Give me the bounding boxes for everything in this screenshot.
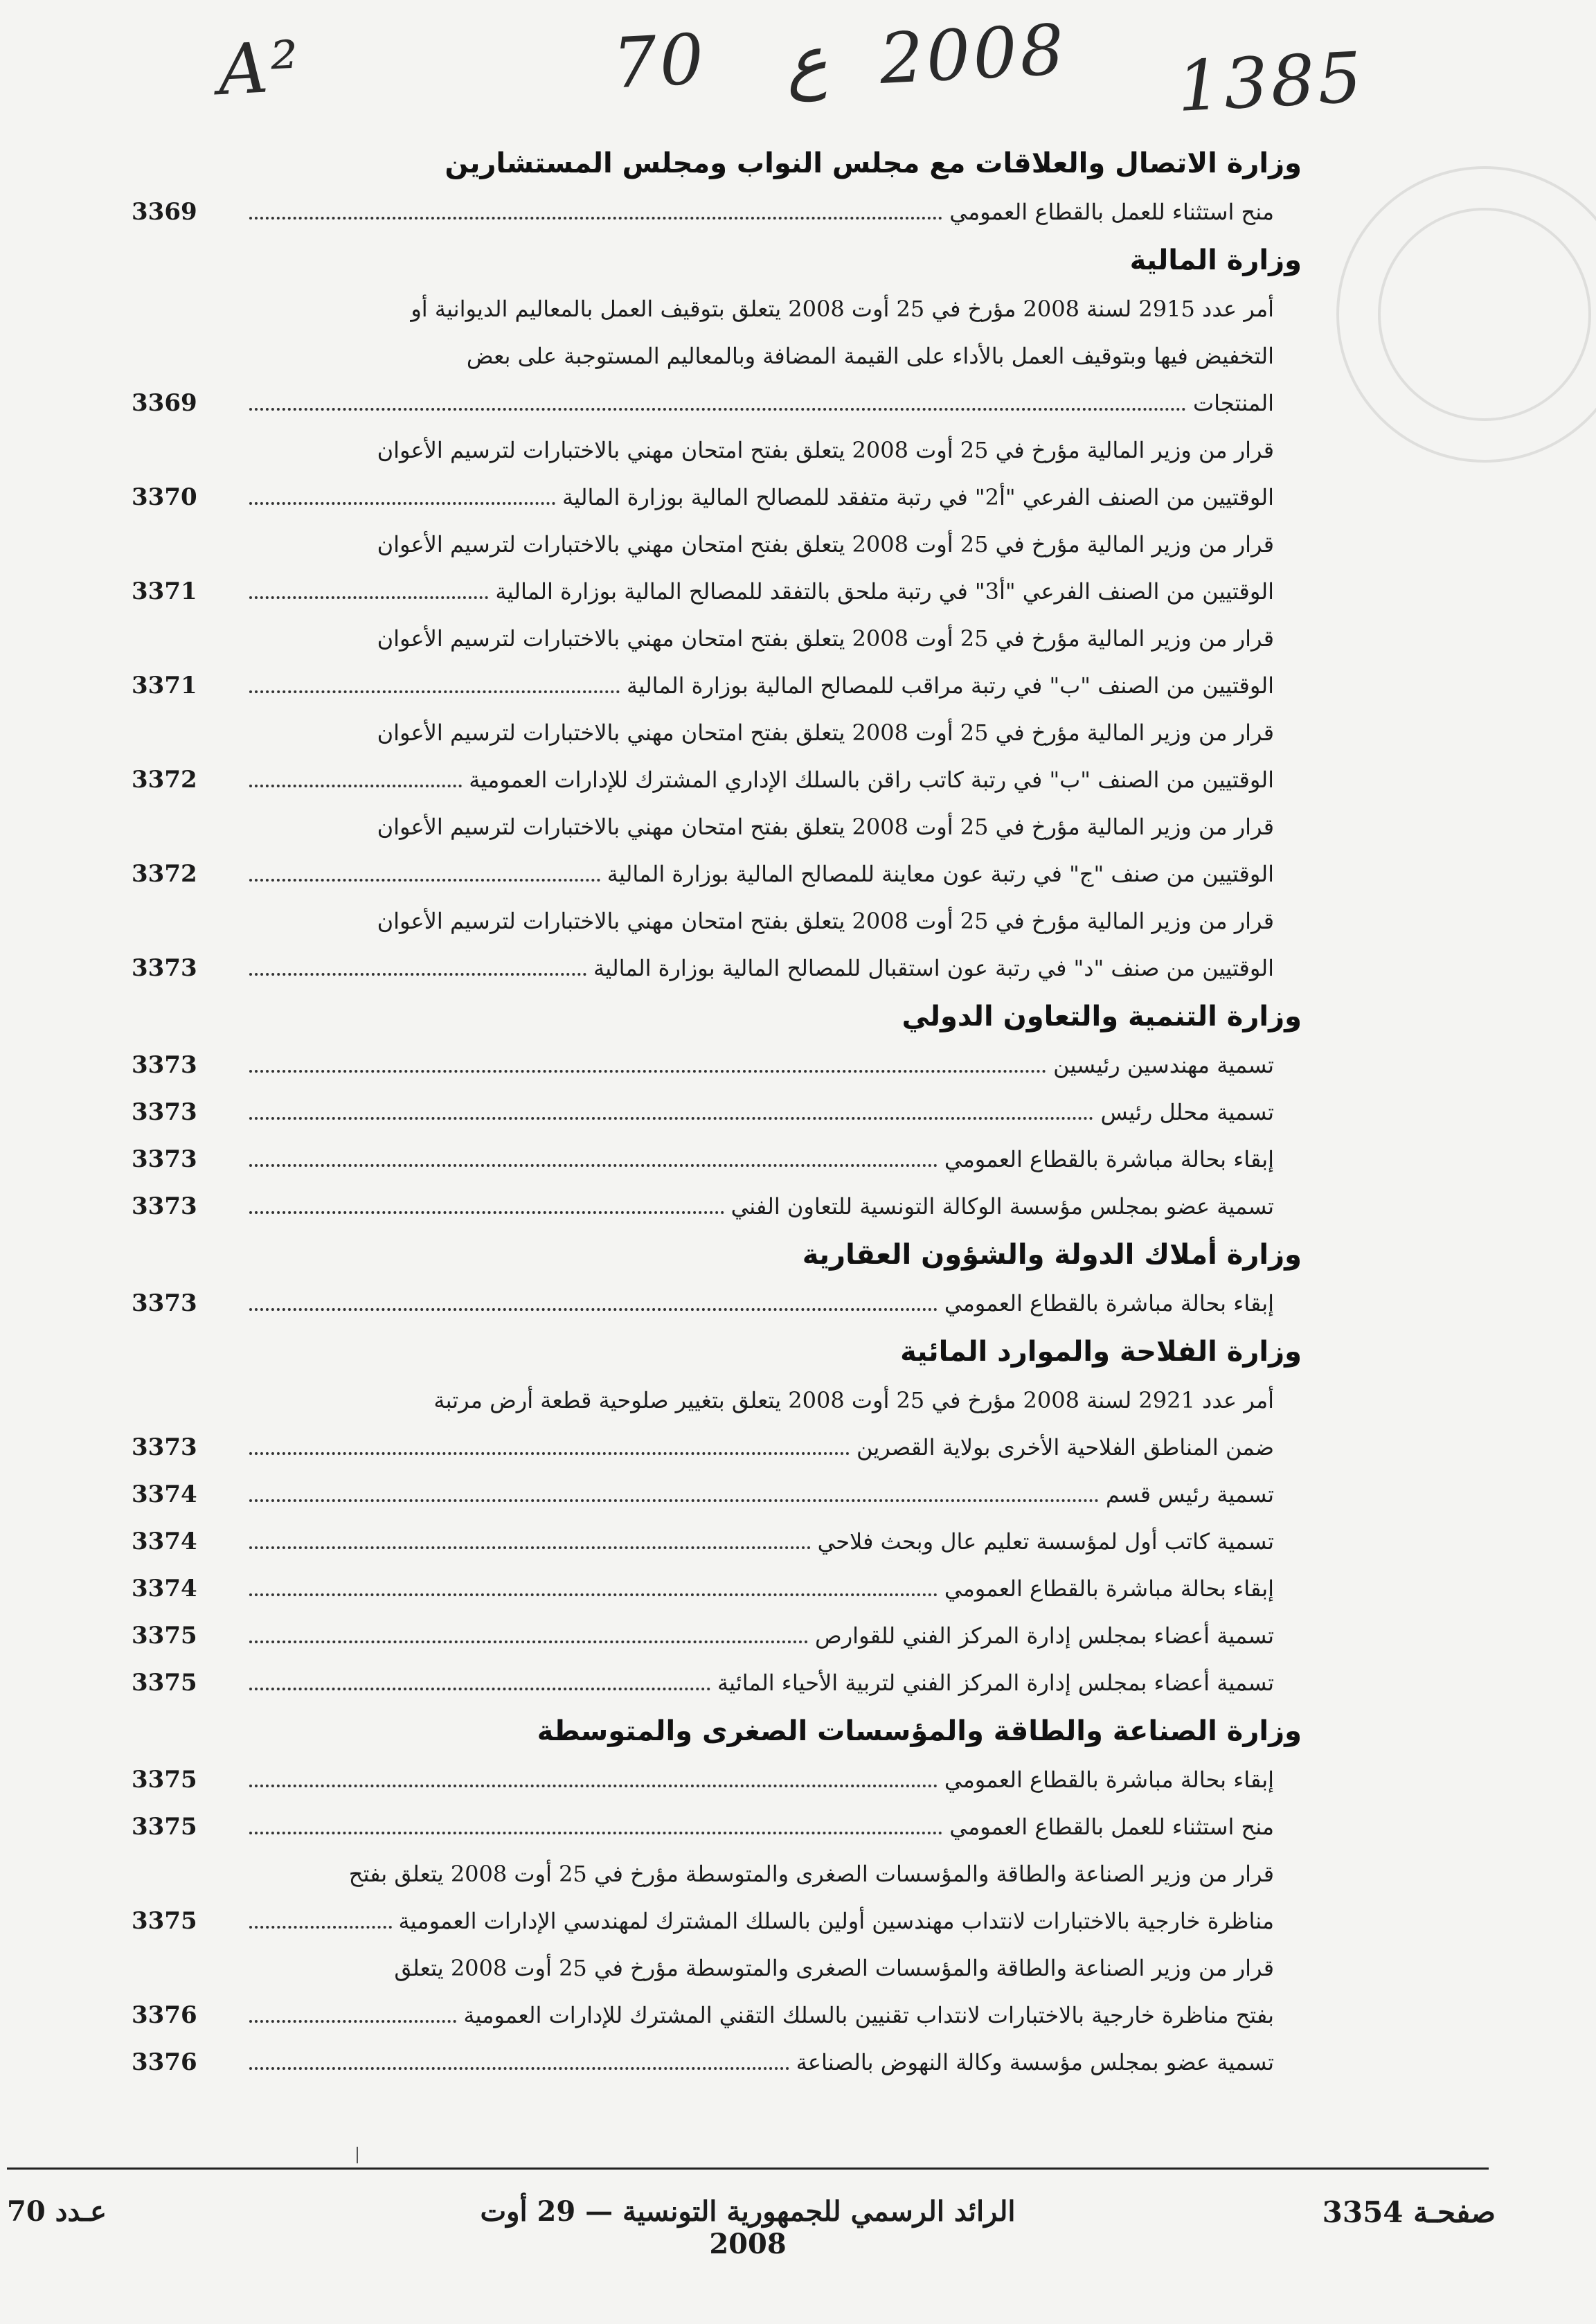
entry-page-number: 3372 xyxy=(132,766,197,794)
entry-page-number: 3375 xyxy=(132,1907,197,1935)
ministry-section xyxy=(132,235,1302,992)
entry-page-number: 3376 xyxy=(132,2001,197,2029)
entry-page-number: 3373 xyxy=(132,1051,197,1079)
dot-leader xyxy=(249,879,600,882)
ministry-section xyxy=(132,138,1302,235)
entry-text: منح استثناء للعمل بالقطاع العمومي xyxy=(949,1814,1274,1840)
dot-leader xyxy=(249,1785,938,1787)
dot-leader xyxy=(249,1211,724,1214)
toc-entry[interactable] xyxy=(132,285,1302,427)
entry-text: قرار من وزير المالية مؤرخ في 25 أوت 2008 يتعلق بفتح امتحان مهني بالاختبارات لترسيم الأعوان xyxy=(377,814,1274,840)
toc-entry[interactable] xyxy=(132,2039,1302,2086)
toc-entry[interactable] xyxy=(132,521,1302,615)
entry-page-number: 3375 xyxy=(132,1669,197,1697)
entry-text: قرار من وزير المالية مؤرخ في 25 أوت 2008 يتعلق بفتح امتحان مهني بالاختبارات لترسيم الأعوان xyxy=(377,908,1274,934)
entry-text: الوقتيين من الصنف الفرعي "أ3" في رتبة ملحق بالتفقد للمصالح المالية بوزارة المالية xyxy=(495,578,1274,605)
toc-entry[interactable] xyxy=(132,709,1302,803)
toc-entry[interactable] xyxy=(132,615,1302,709)
dot-leader xyxy=(249,690,620,693)
toc-entry[interactable] xyxy=(132,1612,1302,1659)
divider-tick xyxy=(357,2147,358,2163)
entry-text: قرار من وزير الصناعة والطاقة والمؤسسات الصغرى والمتوسطة مؤرخ في 25 أوت 2008 يتعلق xyxy=(394,1955,1274,1981)
entry-text: قرار من وزير المالية مؤرخ في 25 أوت 2008 يتعلق بفتح امتحان مهني بالاختبارات لترسيم الأعوان xyxy=(377,719,1274,746)
dot-leader xyxy=(249,596,488,599)
faded-stamp xyxy=(1378,208,1591,421)
toc-entry[interactable] xyxy=(132,1183,1302,1230)
toc-entry[interactable] xyxy=(132,1136,1302,1183)
entry-page-number: 3374 xyxy=(132,1575,197,1602)
ministry-heading: وزارة الاتصال والعلاقات مع مجلس النواب ومجلس المستشارين xyxy=(445,148,1302,179)
entry-text: قرار من وزير الصناعة والطاقة والمؤسسات الصغرى والمتوسطة مؤرخ في 25 أوت 2008 يتعلق بفتح xyxy=(348,1861,1274,1887)
entry-page-number: 3369 xyxy=(132,389,197,417)
toc-entry[interactable] xyxy=(132,1518,1302,1565)
dot-leader xyxy=(249,2020,456,2023)
ministry-heading: وزارة التنمية والتعاون الدولي xyxy=(902,1001,1302,1033)
handwritten-note: 1385 xyxy=(1175,37,1367,127)
dot-leader xyxy=(249,1593,938,1596)
toc-entry[interactable] xyxy=(132,1659,1302,1706)
journal-title: الرائد الرسمي للجمهورية التونسية — 29 أوت 2008 xyxy=(480,2195,1016,2260)
ministry-heading: وزارة المالية xyxy=(1129,244,1302,276)
dot-leader xyxy=(249,1832,942,1834)
entry-page-number: 3373 xyxy=(132,1145,197,1173)
entry-page-number: 3372 xyxy=(132,860,197,888)
page-number: صفحـة 3354 xyxy=(1322,2195,1496,2229)
entry-text: قرار من وزير المالية مؤرخ في 25 أوت 2008 يتعلق بفتح امتحان مهني بالاختبارات لترسيم الأعوان xyxy=(377,531,1274,557)
entry-page-number: 3373 xyxy=(132,1433,197,1461)
entry-page-number: 3373 xyxy=(132,1289,197,1317)
toc-entry[interactable] xyxy=(132,1803,1302,1850)
toc-entry[interactable] xyxy=(132,1471,1302,1518)
entry-text: الوقتيين من صنف "د" في رتبة عون استقبال للمصالح المالية بوزارة المالية xyxy=(593,955,1274,981)
entry-text: تسمية عضو بمجلس مؤسسة الوكالة التونسية للتعاون الفني xyxy=(730,1193,1274,1219)
toc-entry[interactable] xyxy=(132,1565,1302,1612)
ministry-section xyxy=(132,1230,1302,1327)
entry-text: تسمية رئيس قسم xyxy=(1105,1481,1274,1508)
entry-text: تسمية مهندسين رئيسين xyxy=(1053,1052,1274,1078)
entry-text: قرار من وزير المالية مؤرخ في 25 أوت 2008 يتعلق بفتح امتحان مهني بالاختبارات لترسيم الأعوان xyxy=(377,625,1274,652)
toc-entry[interactable] xyxy=(132,803,1302,897)
toc-entry[interactable] xyxy=(132,1089,1302,1136)
table-of-contents xyxy=(132,138,1302,2086)
entry-page-number: 3370 xyxy=(132,483,197,511)
dot-leader xyxy=(249,1070,1046,1073)
dot-leader xyxy=(249,1499,1099,1502)
ministry-section xyxy=(132,1706,1302,2086)
issue-number: عـدد 70 xyxy=(7,2195,107,2228)
page-footer xyxy=(0,2167,1596,2260)
entry-text: مناظرة خارجية بالاختبارات لانتداب مهندسين أولين بالسلك المشترك لمهندسي الإدارات العمومية xyxy=(398,1908,1274,1934)
handwritten-note: 70 xyxy=(611,18,709,105)
entry-page-number: 3376 xyxy=(132,2048,197,2076)
dot-leader xyxy=(249,1641,808,1643)
entry-text: إبقاء بحالة مباشرة بالقطاع العمومي xyxy=(944,1290,1274,1316)
entry-page-number: 3374 xyxy=(132,1481,197,1508)
dot-leader xyxy=(249,1926,392,1929)
entry-text: تسمية محلل رئيس xyxy=(1100,1099,1274,1125)
entry-page-number: 3371 xyxy=(132,578,197,605)
ministry-heading: وزارة أملاك الدولة والشؤون العقارية xyxy=(802,1239,1302,1271)
dot-leader xyxy=(249,1164,938,1167)
entry-page-number: 3375 xyxy=(132,1813,197,1841)
toc-entry[interactable] xyxy=(132,1945,1302,2039)
dot-leader xyxy=(249,1452,850,1455)
ministry-heading: وزارة الصناعة والطاقة والمؤسسات الصغرى والمتوسطة xyxy=(537,1715,1302,1747)
dot-leader xyxy=(249,973,586,976)
entry-text: تسمية أعضاء بمجلس إدارة المركز الفني للقوارص xyxy=(815,1623,1274,1649)
entry-text: بفتح مناظرة خارجية بالاختبارات لانتداب تقنيين بالسلك التقني المشترك للإدارات العمومية xyxy=(463,2002,1274,2028)
dot-leader xyxy=(249,1308,938,1311)
dot-leader xyxy=(249,1546,811,1549)
entry-text: الوقتيين من صنف "ج" في رتبة عون معاينة للمصالح المالية بوزارة المالية xyxy=(607,861,1274,887)
entry-page-number: 3375 xyxy=(132,1766,197,1794)
entry-text: تسمية أعضاء بمجلس إدارة المركز الفني لتربية الأحياء المائية xyxy=(717,1670,1274,1696)
entry-page-number: 3375 xyxy=(132,1622,197,1650)
entry-text: الوقتيين من الصنف "ب" في رتبة كاتب راقن بالسلك الإداري المشترك للإدارات العمومية xyxy=(469,767,1274,793)
entry-text: التخفيض فيها وبتوقيف العمل بالأداء على القيمة المضافة وبالمعاليم المستوجبة على بعض xyxy=(466,343,1274,369)
entry-text: أمر عدد 2921 لسنة 2008 مؤرخ في 25 أوت 2008 يتعلق بتغيير صلوحية قطعة أرض مرتبة xyxy=(433,1387,1274,1413)
dot-leader xyxy=(249,785,462,787)
toc-entry[interactable] xyxy=(132,1377,1302,1471)
dot-leader xyxy=(249,217,942,220)
toc-entry[interactable] xyxy=(132,1280,1302,1327)
toc-entry[interactable] xyxy=(132,1042,1302,1089)
dot-leader xyxy=(249,2067,789,2070)
toc-entry[interactable] xyxy=(132,1850,1302,1945)
entry-page-number: 3373 xyxy=(132,1098,197,1126)
entry-text: المنتجات xyxy=(1193,390,1274,416)
entry-text: منح استثناء للعمل بالقطاع العمومي xyxy=(949,199,1274,225)
toc-entry[interactable] xyxy=(132,188,1302,235)
entry-text: إبقاء بحالة مباشرة بالقطاع العمومي xyxy=(944,1146,1274,1172)
toc-entry[interactable] xyxy=(132,897,1302,992)
dot-leader xyxy=(249,408,1186,411)
ministry-section xyxy=(132,1327,1302,1706)
entry-text: إبقاء بحالة مباشرة بالقطاع العمومي xyxy=(944,1767,1274,1793)
entry-text: تسمية عضو بمجلس مؤسسة وكالة النهوض بالصناعة xyxy=(796,2049,1274,2075)
handwritten-note: 2008 xyxy=(877,9,1069,100)
dot-leader xyxy=(249,1117,1093,1120)
entry-page-number: 3374 xyxy=(132,1528,197,1555)
dot-leader xyxy=(249,502,555,505)
entry-text: تسمية كاتب أول لمؤسسة تعليم عال وبحث فلاحي xyxy=(817,1528,1274,1555)
ministry-section xyxy=(132,992,1302,1230)
entry-text: قرار من وزير المالية مؤرخ في 25 أوت 2008 يتعلق بفتح امتحان مهني بالاختبارات لترسيم الأعوان xyxy=(377,437,1274,463)
entry-text: ضمن المناطق الفلاحية الأخرى بولاية القصرين xyxy=(857,1434,1274,1460)
entry-page-number: 3369 xyxy=(132,198,197,226)
entry-text: الوقتيين من الصنف "ب" في رتبة مراقب للمصالح المالية بوزارة المالية xyxy=(627,672,1274,699)
entry-text: الوقتيين من الصنف الفرعي "أ2" في رتبة متفقد للمصالح المالية بوزارة المالية xyxy=(562,484,1274,510)
footer-rule xyxy=(7,2167,1489,2170)
entry-text: أمر عدد 2915 لسنة 2008 مؤرخ في 25 أوت 2008 يتعلق بتوقيف العمل بالمعاليم الديوانية أو xyxy=(411,296,1274,322)
toc-entry[interactable] xyxy=(132,1756,1302,1803)
entry-page-number: 3373 xyxy=(132,1192,197,1220)
entry-page-number: 3373 xyxy=(132,954,197,982)
dot-leader xyxy=(249,1688,710,1690)
entry-text: إبقاء بحالة مباشرة بالقطاع العمومي xyxy=(944,1575,1274,1602)
ministry-heading: وزارة الفلاحة والموارد المائية xyxy=(900,1336,1302,1368)
handwritten-note: A² xyxy=(216,25,304,111)
entry-page-number: 3371 xyxy=(132,672,197,699)
toc-entry[interactable] xyxy=(132,427,1302,521)
handwritten-note: ع xyxy=(783,19,830,103)
